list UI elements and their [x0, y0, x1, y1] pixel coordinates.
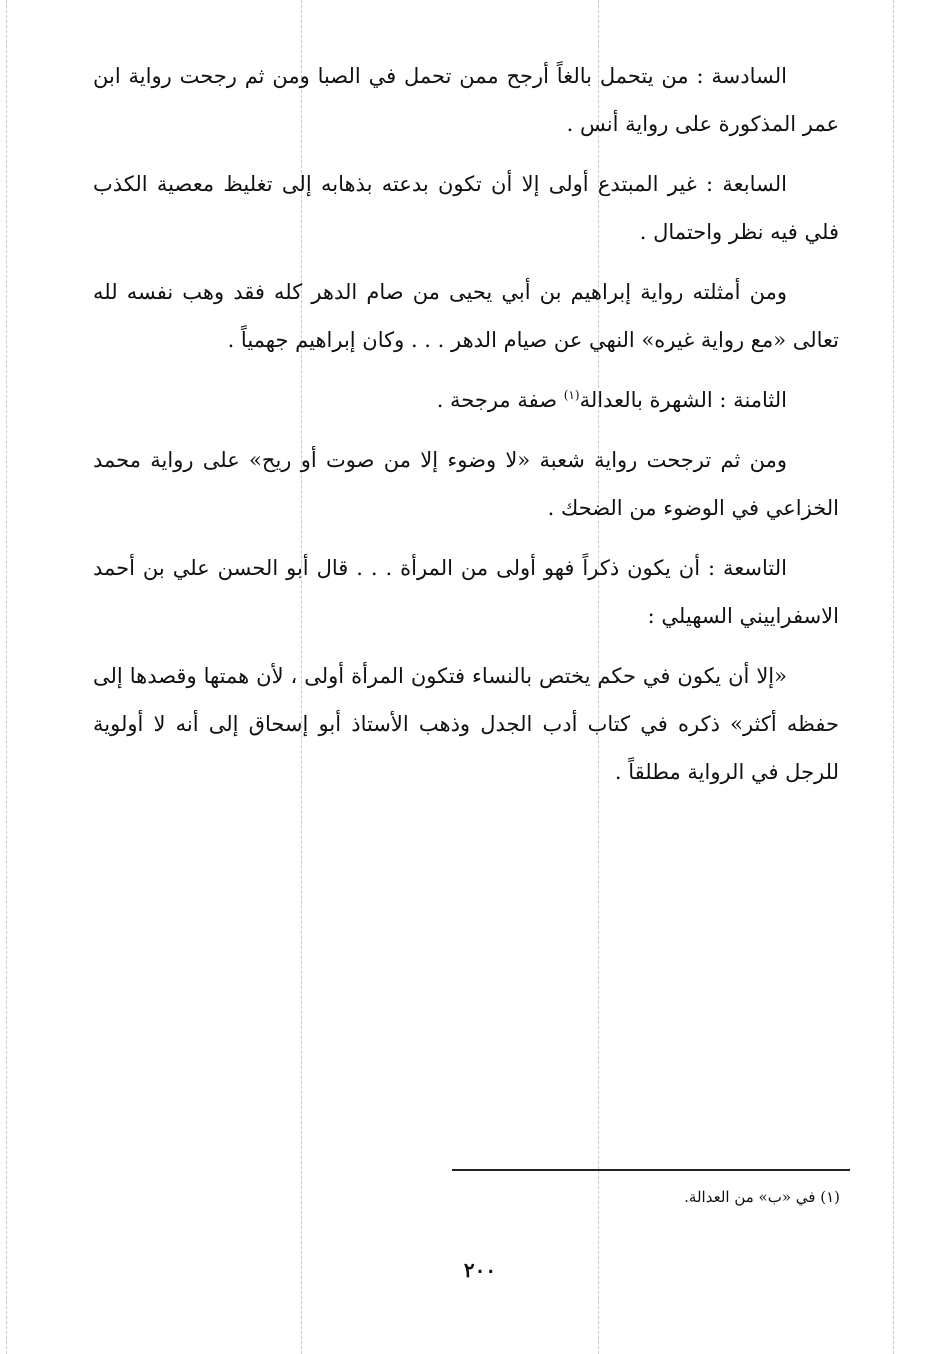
text-line: فلي فيه نظر واحتمال .	[639, 220, 839, 244]
footnote-marker[interactable]: (١)	[563, 388, 580, 402]
text-line: الاسفراييني السهيلي :	[647, 604, 839, 628]
text-line: للرجل في الرواية مطلقاً .	[614, 760, 839, 784]
paragraph-sixth	[93, 52, 839, 148]
paragraph-ninth-quote	[93, 652, 839, 796]
scan-guide-line	[6, 0, 7, 1354]
text-line: الخزاعي في الوضوء من الضحك .	[547, 496, 839, 520]
main-text	[93, 52, 839, 808]
footnote: (١) في «ب» من العدالة.	[684, 1188, 840, 1206]
paragraph-eighth-example	[93, 436, 839, 532]
footnote-divider	[452, 1169, 850, 1171]
paragraph-seventh-example	[93, 268, 839, 364]
paragraph-eighth	[93, 376, 839, 424]
paragraph-seventh	[93, 160, 839, 256]
text-line: تعالى «مع رواية غيره» النهي عن صيام الدهر . . . وكان إبراهيم جهمياً .	[227, 328, 839, 352]
text-line: ابن عمر المذكورة على رواية أنس .	[93, 64, 839, 136]
text-line: السابعة : غير المبتدع أولى إلا أن تكون بدعته بذهابه إلى تغليظ معصية الكذب	[93, 172, 787, 196]
page-number: ٢٠٠	[463, 1258, 497, 1282]
text-line: السادسة : من يتحمل بالغاً أرجح ممن تحمل في الصبا ومن ثم رجحت رواية	[128, 64, 787, 88]
text-line: الثامنة : الشهرة بالعدالة	[579, 388, 787, 412]
paragraph-ninth	[93, 544, 839, 640]
text-line: «إلا أن يكون في حكم يختص بالنساء فتكون المرأة أولى ، لأن همتها وقصدها	[129, 664, 787, 688]
text-line: التاسعة : أن يكون ذكراً فهو أولى من المرأة . . . قال أبو الحسن علي بن أحمد	[93, 556, 787, 580]
scan-guide-line	[893, 0, 894, 1354]
text-line: ومن أمثلته رواية إبراهيم بن أبي يحيى من صام الدهر كله فقد وهب نفسه لله	[93, 280, 787, 304]
text-line: صفة مرجحة .	[436, 388, 564, 412]
text-line: إلى حفظه أكثر» ذكره في كتاب أدب الجدل وذهب الأستاذ أبو إسحاق إلى أنه لا أولوية	[93, 664, 839, 736]
text-line: ومن ثم ترجحت رواية شعبة «لا وضوء إلا من صوت أو ريح» على رواية محمد	[93, 448, 787, 472]
